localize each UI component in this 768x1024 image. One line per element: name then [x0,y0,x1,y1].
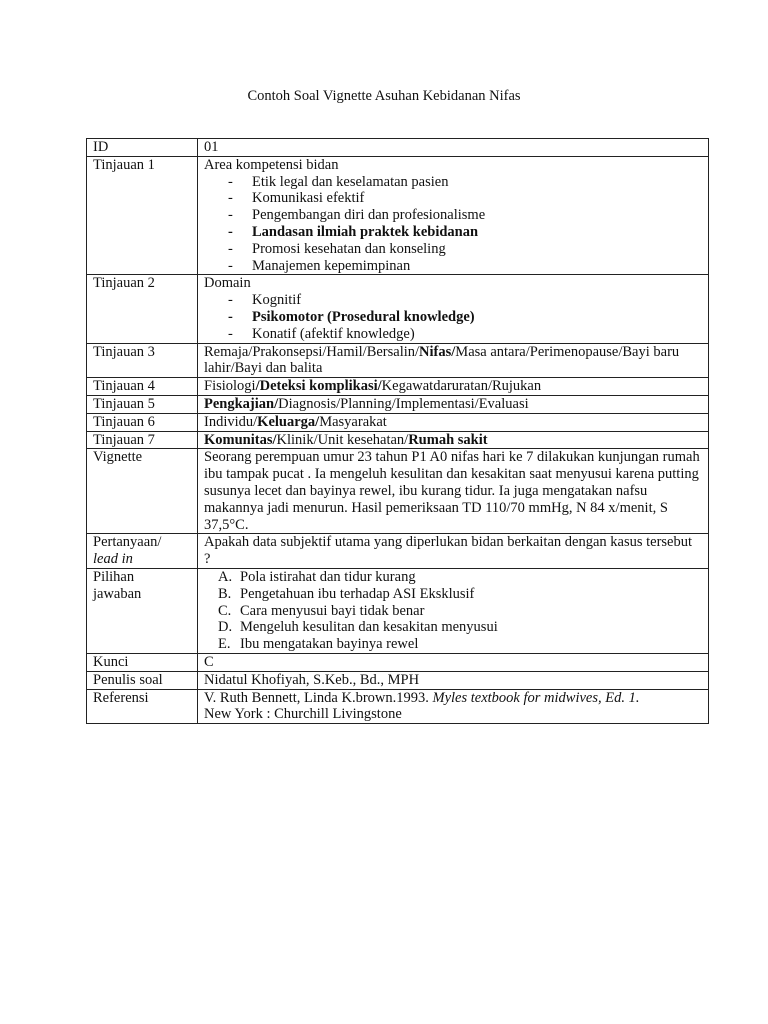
table-row [87,449,709,534]
selected-text: Keluarga/ [257,413,320,430]
text-span: Klinik/Unit kesehatan/ [276,431,409,448]
row-value [198,378,709,396]
text-span: Diagnosis/Planning/Implementasi/Evaluasi [278,395,529,412]
selected-text: Nifas/ [419,343,456,360]
row-label: Kunci [87,653,198,671]
text-span: Kegawatdaruratan/Rujukan [381,378,542,395]
table-row [87,689,709,724]
row-label [87,534,198,569]
list-item-selected: - Psikomotor (Prosedural knowledge) [204,309,702,326]
label-line: jawaban [93,585,142,602]
option-text: Mengeluh kesulitan dan kesakitan menyusui [240,619,498,636]
label-line: Pertanyaan/ [93,534,162,551]
table-row [87,568,709,653]
label-line: lead in [93,551,133,568]
option-text: Cara menyusui bayi tidak benar [240,602,425,619]
list-item: - Konatif (afektif knowledge) [204,326,702,343]
text-span: Fisiologi [204,378,256,395]
question-text: Apakah data subjektif utama yang diperlukan bidan berkaitan dengan kasus tersebut ? [198,534,709,569]
answer-option [204,569,702,586]
row-label: Tinjauan 5 [87,395,198,413]
text-span: New York : Churchill Livingstone [204,706,402,723]
page-title: Contoh Soal Vignette Asuhan Kebidanan Nifas [247,88,521,104]
row-value [198,413,709,431]
table-row [87,534,709,569]
section-heading: Domain [204,275,251,292]
table-row [87,378,709,396]
list-item: - Kognitif [204,292,702,309]
reference [198,689,709,724]
table-row [87,395,709,413]
label-line: Pilihan [93,568,135,585]
row-label: Tinjauan 7 [87,431,198,449]
list-item: - Manajemen kepemimpinan [204,258,702,275]
option-letter: E. [218,636,231,653]
selected-text: Pengkajian/ [204,395,279,412]
table-row [87,139,709,157]
row-label: ID [87,139,198,157]
author: Nidatul Khofiyah, S.Keb., Bd., MPH [198,671,709,689]
selected-text: Komunitas/ [204,431,277,448]
row-label: Tinjauan 3 [87,343,198,378]
selected-text: /Deteksi komplikasi/ [255,378,382,395]
row-label [87,568,198,653]
section-heading: Area kompetensi bidan [204,156,339,173]
option-text: Pengetahuan ibu terhadap ASI Eksklusif [240,585,475,602]
row-label: Tinjauan 2 [87,275,198,343]
option-letter: A. [218,568,233,585]
answer-options [204,569,702,653]
row-value [198,343,709,378]
answer-option [204,603,702,620]
table-row [87,343,709,378]
option-letter: B. [218,585,232,602]
table-row [87,431,709,449]
book-title: Myles textbook for midwives, Ed. 1. [432,689,640,706]
option-letter: D. [218,619,233,636]
row-label: Tinjauan 1 [87,156,198,275]
list-item: - Komunikasi efektif [204,190,702,207]
text-span: Individu/ [204,413,258,430]
list-item-selected: - Landasan ilmiah praktek kebidanan [204,224,702,241]
text-span: Remaja/Prakonsepsi/Hamil/Bersalin/ [204,343,420,360]
row-label: Tinjauan 4 [87,378,198,396]
table-row [87,671,709,689]
table-row [87,653,709,671]
row-label: Vignette [87,449,198,534]
text-span: Masa antara/Perimenopause/Bayi baru lahir/Bayi dan balita [204,343,680,377]
row-value [198,395,709,413]
table-row [87,156,709,275]
text-span: Masyarakat [319,413,387,430]
competency-list [204,174,702,275]
domain-list [204,292,702,342]
option-letter: C. [218,602,232,619]
row-value [198,431,709,449]
answer-option [204,619,702,636]
answer-option [204,636,702,653]
answer-option [204,586,702,603]
answer-key: C [198,653,709,671]
list-item: - Pengembangan diri dan profesionalisme [204,207,702,224]
selected-text: Rumah sakit [408,431,488,448]
option-text: Pola istirahat dan tidur kurang [240,568,416,585]
list-item: - Promosi kesehatan dan konseling [204,241,702,258]
row-label: Penulis soal [87,671,198,689]
row-label: Tinjauan 6 [87,413,198,431]
row-label: Referensi [87,689,198,724]
table-row [87,275,709,343]
question-id: 01 [198,139,709,157]
table-row [87,413,709,431]
question-table [86,138,709,724]
list-item: - Etik legal dan keselamatan pasien [204,174,702,191]
text-span: V. Ruth Bennett, Linda K.brown.1993. [204,689,433,706]
option-text: Ibu mengatakan bayinya rewel [240,636,419,653]
vignette-text: Seorang perempuan umur 23 tahun P1 A0 nifas hari ke 7 dilakukan kunjungan rumah ibu tampak pucat . Ia mengeluh kesulitan dan kesakitan saat menyusui karena putting susunya lecet dan bayinya rewel, ibu kurang tidur. Ia juga mengatakan nafsu makannya jadi menurun. Hasil pemeriksaan TD 110/70 mmHg, N 84 x/menit, S 37,5°C. [198,449,709,534]
